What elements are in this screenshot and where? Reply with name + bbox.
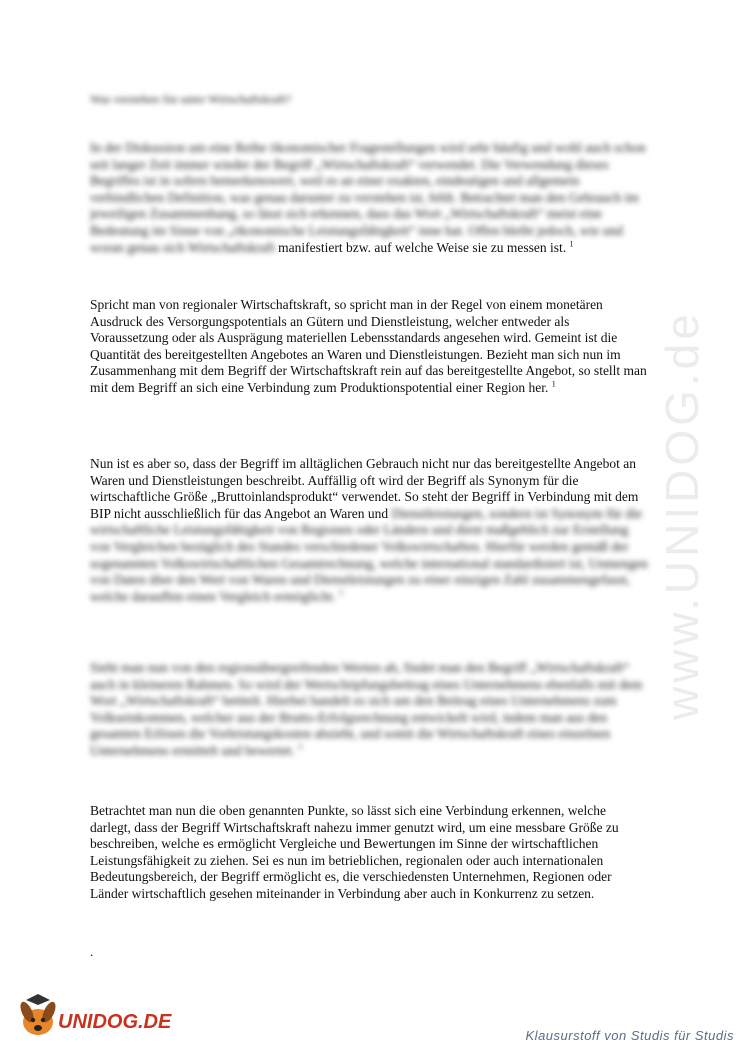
footer-claim: Klausurstoff von Studis für Studis bbox=[525, 1028, 734, 1043]
paragraph-4 bbox=[90, 660, 650, 760]
paragraph-5 bbox=[90, 803, 650, 903]
paragraph-3-text: Nun ist es aber so, dass der Begriff im alltäglichen Gebrauch nicht nur das bereitgestellte Angebot an Waren und Dienstleistungen beschreibt. Auffällig oft wird der Begriff als Synonym für die wirtschaftliche Größe „Bruttoinlandsprodukt“ verwendet. So steht der Begriff in Verbindung mit dem BIP nicht ausschließlich für das Angebot an Waren und bbox=[90, 456, 639, 521]
paragraph-3 bbox=[90, 456, 650, 605]
footnote-ref: 3 bbox=[298, 742, 303, 752]
footnote-ref: 2 bbox=[339, 588, 344, 598]
paragraph-2 bbox=[90, 297, 650, 397]
footnote-ref: 1 bbox=[551, 379, 556, 389]
paragraph-1 bbox=[90, 140, 650, 256]
watermark-text: www.UNIDOG.de bbox=[656, 310, 708, 720]
document-title: Was verstehen Sie unter Wirtschaftskraft? bbox=[90, 92, 291, 106]
paragraph-1-tail: manifestiert bzw. auf welche Weise sie zu messen ist. bbox=[278, 239, 567, 255]
end-dot: . bbox=[90, 944, 94, 959]
footnote-ref: 1 bbox=[569, 239, 574, 249]
paragraph-1-blurred: In der Diskussion um eine Reihe ökonomischer Fragestellungen wird sehr häufig und wohl auch schon seit langer Zeit immer wieder der Begriff „Wirtschaftskraft“ verwendet. Die Verwendung dieses Begriffes ist in sofern bemerkenswert, weil es an einer exakten, eindeutigen und allgemein verbindlichen Definition, was genau darunter zu verstehen ist, fehlt. Betrachtet man den Gebrauch im jeweiligen Zusammenhang, so lässt sich erkennen, dass das Wort „Wirtschaftskraft“ meist eine Bedeutung im Sinne von „ökonomische Leistungsfähigkeit“ inne hat. Offen bleibt jedoch, wie und woran genau sich Wirtschaftskraft bbox=[90, 140, 646, 255]
paragraph-2-text: Spricht man von regionaler Wirtschaftskraft, so spricht man in der Regel von einem monetären Ausdruck des Versorgungspotentials an Gütern und Dienstleistung, welcher entweder als Voraussetzung oder als Ausprägung materiellen Lebensstandards angesehen wird. Gemeint ist die Quantität des bereitgestellten Angebotes an Waren und Dienstleistungen. Bezieht man sich nun im Zusammenhang mit dem Begriff der Wirtschaftskraft rein auf das bereitgestellte Angebot, so stellt man mit dem Begriff an sich eine Verbindung zum Produktionspotential einer Region her. bbox=[90, 297, 647, 395]
unidog-logo[interactable] bbox=[14, 990, 184, 1042]
dog-icon bbox=[18, 994, 58, 1035]
paragraph-3-blurred: Dienstleistungen, sondern ist Synonym für die wirtschaftliche Leistungsfähigkeit von Regionen oder Ländern und dient maßgeblich zur Erstellung von Vergleichen bezüglich des Standes verschiedener Volkswirtschaften. Hierfür werden gemäß der sogenannten Volkswirtschaftlichen Gesamtrechnung, welche international standardisiert ist, Unmengen von Daten über den Wert von Waren und Dienstleistungen zu einer einzigen Zahl zusammengefasst, welche daraufhin einen Vergleich ermöglicht. bbox=[90, 505, 648, 604]
paragraph-4-blurred: Sieht man nun von den regionsübergreifenden Werten ab, findet man den Begriff „Wirtschaftskraft“ auch in kleineren Rahmen. So wird der Wertschöpfungsbeitrag eines Unternehmens ebenfalls mit dem Wort „Wirtschaftskraft“ betitelt. Hierbei handelt es sich um den Beitrag eines Unternehmens zum Volkseinkommen, welcher aus der Brutto-Erfolgsrechnung entwickelt wird, indem man aus den gesamten Erlösen die Vorleistungskosten abzieht, und somit die Wirtschaftskraft eines einzelnen Unternehmens ermittelt und bewertet. bbox=[90, 660, 643, 758]
paragraph-5-text: Betrachtet man nun die oben genannten Punkte, so lässt sich eine Verbindung erkennen, welche darlegt, dass der Begriff Wirtschaftskraft nahezu immer genutzt wird, um eine messbare Größe zu beschreiben, welche es ermöglicht Vergleiche und Bewertungen im Sinne der wirtschaftlichen Leistungsfähigkeit zu ziehen. Sei es nun im betrieblichen, regionalen oder auch internationalen Bedeutungsbereich, der Begriff ermöglicht es, die verschiedensten Unternehmen, Regionen oder Länder wirtschaftlich gesehen miteinander in Verbindung aber auch in Konkurrenz zu setzen. bbox=[90, 803, 619, 901]
logo-text: UNIDOG.DE bbox=[58, 1011, 172, 1033]
